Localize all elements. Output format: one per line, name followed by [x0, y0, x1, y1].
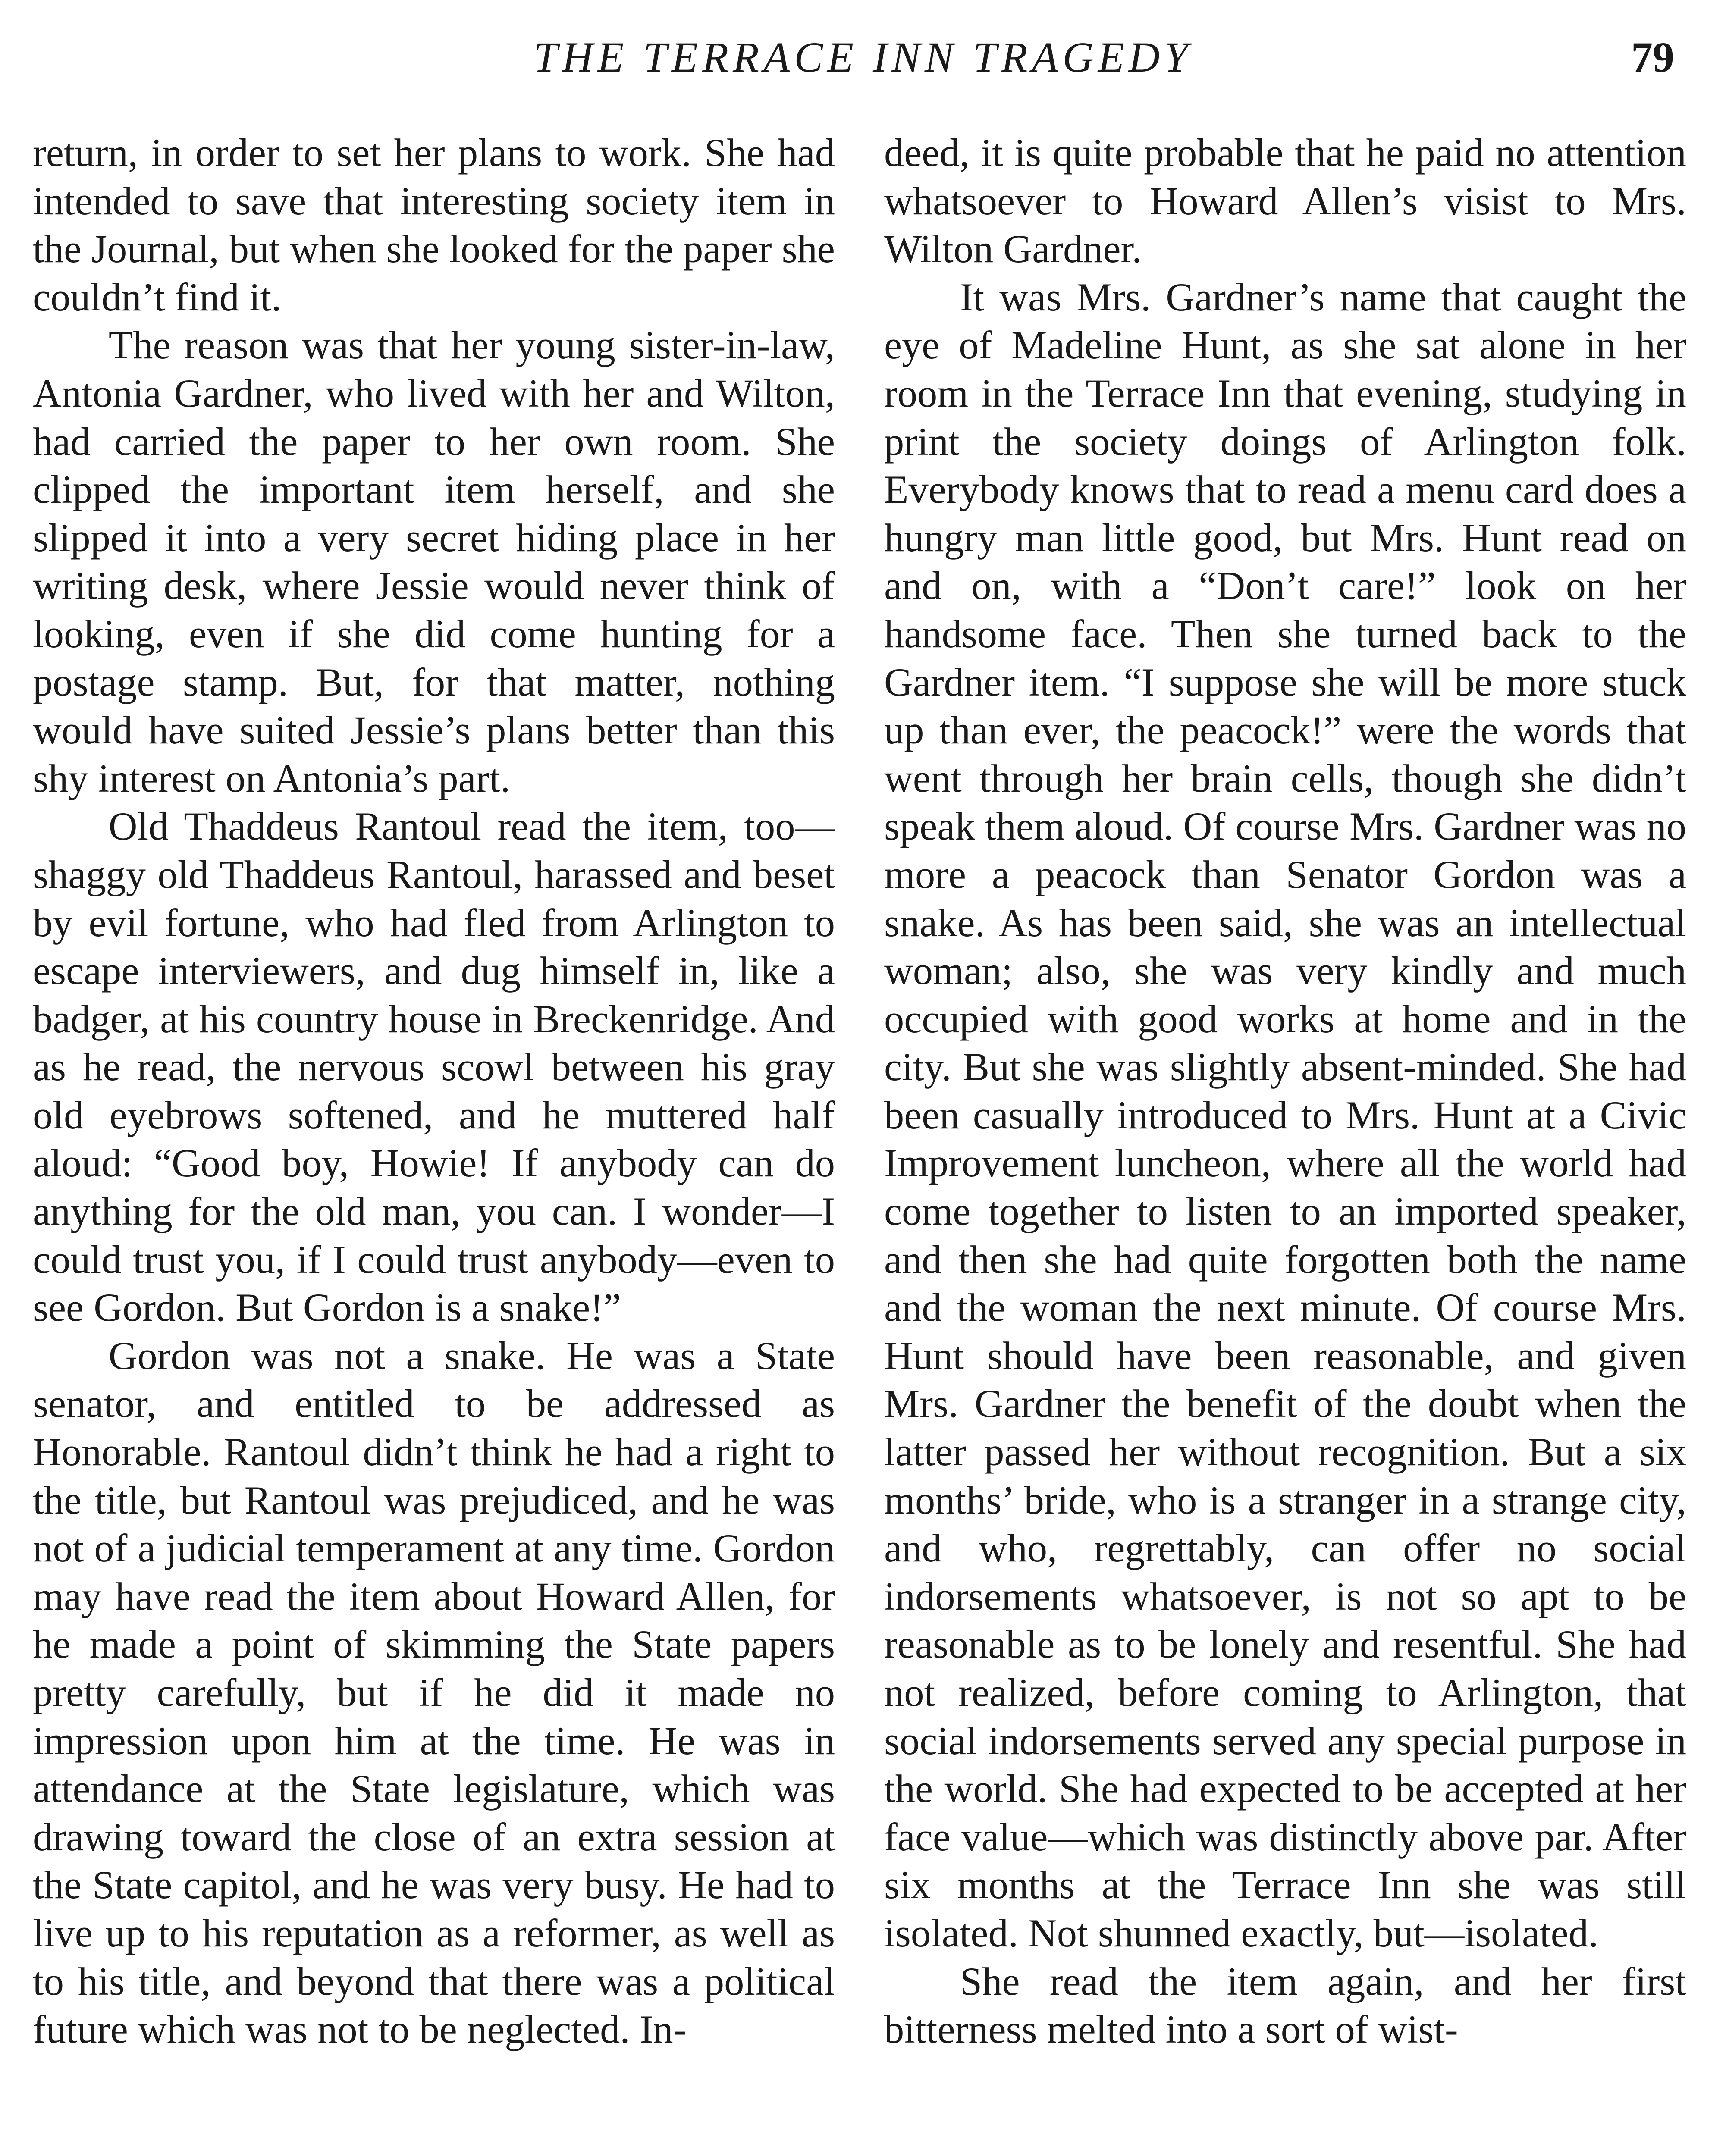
paragraph: deed, it is quite probable that he paid no attention whatsoever to Howard Allen’s visist to Mrs. Wilton Gardner.: [884, 131, 1686, 272]
paragraph: return, in order to set her plans to work. She had intended to save that interesting society item in the Journal, but when she looked for the paper she couldn’t find it.: [33, 131, 835, 320]
running-title: THE TERRACE INN TRAGEDY: [533, 33, 1193, 81]
paragraph: The reason was that her young sister-in-law, Antonia Gardner, who lived with her and Wilton, had carried the paper to her own room. She clipped the important item herself, and she slipped it into a very secret hiding place in her writing desk, where Jessie would never think of looking, even if she did come hunting for a postage stamp. But, for that matter, nothing would have suited Jessie’s plans better than this shy interest on Antonia’s part.: [33, 323, 835, 801]
paragraph: Old Thaddeus Rantoul read the item, too—shaggy old Thaddeus Rantoul, harassed and beset by evil fortune, who had fled from Arlington to escape interviewers, and dug himself in, like a badger, at his country house in Breckenridge. And as he read, the nervous scowl between his gray old eyebrows softened, and he muttered half aloud: “Good boy, Howie! If anybody can do anything for the old man, you can. I wonder—I could trust you, if I could trust anybody—even to see Gordon. But Gordon is a snake!”: [33, 805, 835, 1330]
page-header: [0, 29, 1726, 85]
paragraph: Gordon was not a snake. He was a State senator, and entitled to be addressed as Honorable. Rantoul didn’t think he had a right to the title, but Rantoul was prejudiced, and he was not of a judicial temperament at any time. Gordon may have read the item about Howard Allen, for he made a point of skimming the State papers pretty carefully, but if he did it made no impression upon him at the time. He was in attendance at the State legislature, which was drawing toward the close of an extra session at the State capitol, and he was very busy. He had to live up to his reputation as a reformer, as well as to his title, and beyond that there was a political future which was not to be neglected. In-: [33, 1334, 835, 2052]
page-number: 79: [1631, 33, 1674, 81]
text-column-right: [884, 129, 1686, 2054]
paragraph: It was Mrs. Gardner’s name that caught the eye of Madeline Hunt, as she sat alone in her room in the Terrace Inn that evening, studying in print the society doings of Arlington folk. Everybody knows that to read a menu card does a hungry man little good, but Mrs. Hunt read on and on, with a “Don’t care!” look on her handsome face. Then she turned back to the Gardner item. “I suppose she will be more stuck up than ever, the peacock!” were the words that went through her brain cells, though she didn’t speak them aloud. Of course Mrs. Gardner was no more a peacock than Senator Gordon was a snake. As has been said, she was an intellectual woman; also, she was very kindly and much occupied with good works at home and in the city. But she was slightly absent-minded. She had been casually introduced to Mrs. Hunt at a Civic Improvement luncheon, where all the world had come together to listen to an imported speaker, and then she had quite forgotten both the name and the woman the next minute. Of course Mrs. Hunt should have been reasonable, and given Mrs. Gardner the benefit of the doubt when the latter passed her without recognition. But a six months’ bride, who is a stranger in a strange city, and who, regrettably, can offer no social indorsements whatsoever, is not so apt to be reasonable as to be lonely and resentful. She had not realized, before coming to Arlington, that social indorsements served any special purpose in the world. She had expected to be accepted at her face value—which was distinctly above par. After six months at the Terrace Inn she was still isolated. Not shunned exactly, but—isolated.: [884, 275, 1686, 1955]
paragraph: She read the item again, and her first bitterness melted into a sort of wist-: [884, 1959, 1686, 2052]
text-column-left: [33, 129, 835, 2054]
